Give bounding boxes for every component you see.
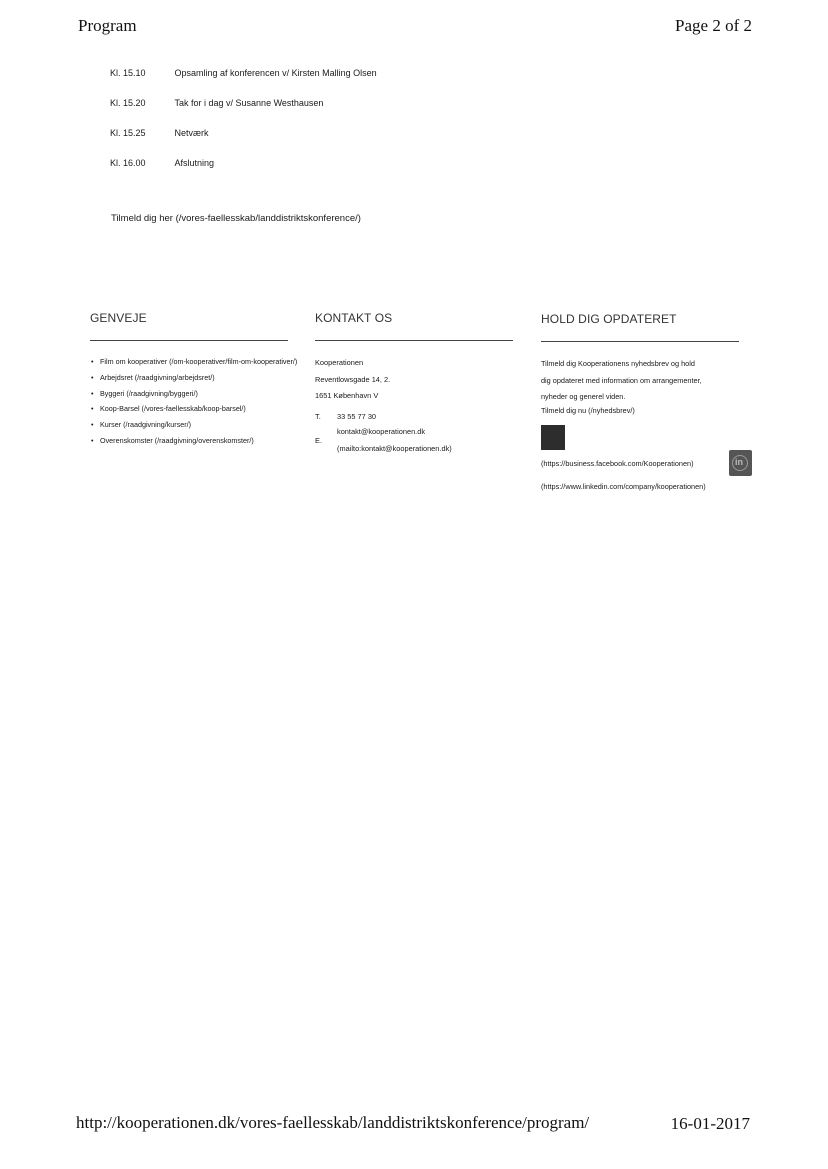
kontakt-divider <box>315 340 513 341</box>
genveje-link-byggeri[interactable]: • Byggeri (/raadgivning/byggeri/) <box>91 386 301 402</box>
contact-city: 1651 København V <box>315 391 379 400</box>
contact-name: Kooperationen <box>315 358 364 367</box>
kontakt-heading: KONTAKT OS <box>315 311 393 325</box>
linkedin-icon[interactable] <box>729 450 752 476</box>
print-footer-url: http://kooperationen.dk/vores-faellesskab/landdistriktskonference/program/ <box>76 1113 590 1132</box>
opdateret-divider <box>541 341 739 342</box>
opdateret-heading: HOLD DIG OPDATERET <box>541 312 677 326</box>
signup-link[interactable]: Tilmeld dig her (/vores-faellesskab/landdistriktskonference/) <box>111 213 361 224</box>
genveje-heading: GENVEJE <box>90 311 147 325</box>
print-header-title: Program <box>78 16 137 35</box>
newsletter-text-line: nyheder og generel viden. <box>541 392 626 401</box>
schedule-time: Kl. 15.25 <box>110 128 146 138</box>
newsletter-signup-link[interactable]: Tilmeld dig nu (/nyhedsbrev/) <box>541 406 635 415</box>
genveje-list <box>91 354 301 449</box>
contact-phone-label: T. <box>315 412 321 421</box>
schedule-text: Afslutning <box>174 158 215 168</box>
print-footer-date: 16-01-2017 <box>670 1114 750 1133</box>
schedule-time: Kl. 15.20 <box>110 98 146 108</box>
schedule-text: Opsamling af konferencen v/ Kirsten Malling Olsen <box>174 68 377 78</box>
facebook-link[interactable]: (https://business.facebook.com/Kooperationen) <box>541 459 694 468</box>
genveje-link-overenskomster[interactable]: • Overenskomster (/raadgivning/overenskomster/) <box>91 433 301 449</box>
schedule-time: Kl. 15.10 <box>110 68 146 78</box>
genveje-link-kurser[interactable]: • Kurser (/raadgivning/kurser/) <box>91 417 301 433</box>
genveje-divider <box>90 340 288 341</box>
linkedin-link[interactable]: (https://www.linkedin.com/company/kooperationen) <box>541 482 706 491</box>
contact-mailto-link[interactable]: (mailto:kontakt@kooperationen.dk) <box>337 444 452 453</box>
schedule-text: Netværk <box>174 128 209 138</box>
genveje-link-film[interactable]: • Film om kooperativer (/om-kooperativer/film-om-kooperativer/) <box>91 354 301 370</box>
schedule-row <box>110 158 214 168</box>
schedule-row <box>110 98 323 108</box>
facebook-icon[interactable] <box>541 425 565 450</box>
genveje-link-koop-barsel[interactable]: • Koop-Barsel (/vores-faellesskab/koop-barsel/) <box>91 401 301 417</box>
schedule-row <box>110 128 209 138</box>
contact-email[interactable]: kontakt@kooperationen.dk <box>337 427 426 436</box>
schedule-row <box>110 68 377 78</box>
newsletter-text-line: Tilmeld dig Kooperationens nyhedsbrev og hold <box>541 359 695 368</box>
genveje-link-arbejdsret[interactable]: • Arbejdsret (/raadgivning/arbejdsret/) <box>91 370 301 386</box>
schedule-time: Kl. 16.00 <box>110 158 146 168</box>
linkedin-icon-glyph: in <box>735 457 743 467</box>
contact-phone[interactable]: 33 55 77 30 <box>337 412 377 421</box>
newsletter-text-line: dig opdateret med information om arrangementer, <box>541 376 702 385</box>
schedule-text: Tak for i dag v/ Susanne Westhausen <box>174 98 324 108</box>
contact-street: Reventlowsgade 14, 2. <box>315 375 391 384</box>
print-header-page-number: Page 2 of 2 <box>675 16 752 35</box>
contact-email-label: E. <box>315 436 322 445</box>
